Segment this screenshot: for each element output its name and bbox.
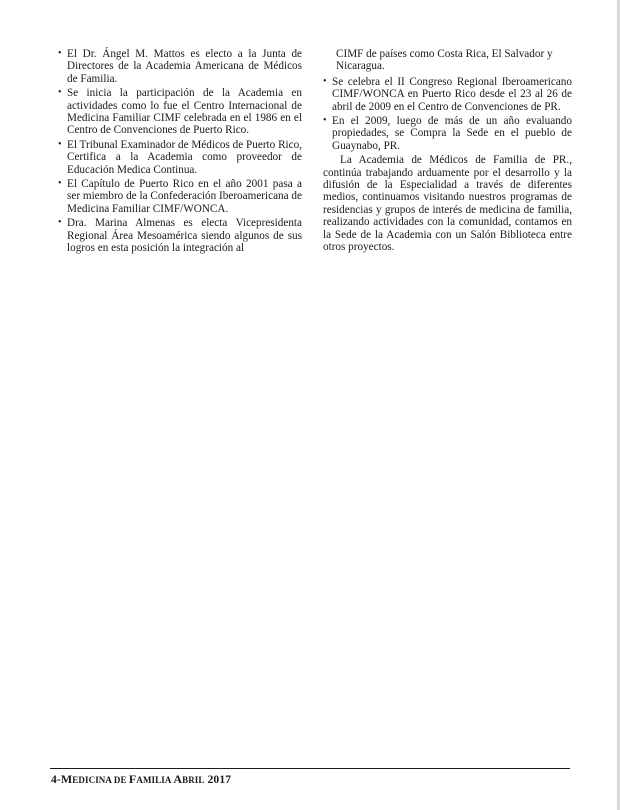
publication-text: EDICINA DE — [72, 775, 129, 785]
list-item: • El Tribunal Examinador de Médicos de Puerto Rico, Certifica a la Academia como proveedor de Educación Medica Continua. — [58, 139, 302, 176]
page-number: 4- — [51, 773, 61, 786]
left-column — [58, 48, 302, 257]
issue-year: 2017 — [204, 773, 232, 786]
list-item: • El Dr. Ángel M. Mattos es electo a la Junta de Directores de la Academia Americana de Médicos de Familia. — [58, 48, 302, 85]
list-item: • En el 2009, luego de más de un año evaluando propiedades, se Compra la Sede en el pueblo de Guaynabo, PR. — [323, 115, 572, 152]
left-bullet-list — [58, 48, 302, 255]
right-column — [323, 48, 572, 254]
right-bullet-list — [323, 76, 572, 152]
list-item-continuation: CIMF de países como Costa Rica, El Salvador y Nicaragua. — [336, 48, 553, 73]
list-item: • Se celebra el II Congreso Regional Iberoamericano CIMF/WONCA en Puerto Rico desde el 23 al 26 de abril de 2009 en el Centro de Convenciones de PR. — [323, 76, 572, 113]
closing-paragraph: La Academia de Médicos de Familia de PR., continúa trabajando arduamente por el desarrollo y la difusión de la Especialidad a través de diferentes medios, continuamos visitando nuestros programas de residencias y grupos de interés de medicina de familia, realizando actividades con la comunidad, contamos en la Sede de la Academia con un Salón Biblioteca entre otros proyectos. — [323, 154, 572, 254]
month-text: BRIL — [182, 775, 205, 785]
publication-text: AMILIA — [136, 775, 174, 785]
month-initial: A — [173, 772, 183, 786]
page-footer — [51, 772, 231, 787]
list-item: • El Capítulo de Puerto Rico en el año 2001 pasa a ser miembro de la Confederación Iberoamericana de Medicina Familiar CIMF/WONCA. — [58, 178, 302, 215]
list-item: • Dra. Marina Almenas es electa Vicepresidenta Regional Área Mesoamérica siendo algunos de sus logros en esta posición la integración al — [58, 217, 302, 254]
publication-initial: M — [60, 772, 73, 786]
publication-initial: F — [128, 772, 137, 786]
list-item: • Se inicia la participación de la Academia en actividades como lo fue el Centro Internacional de Medicina Familiar CIMF celebrada en el 1986 en el Centro de Convenciones de Puerto Rico. — [58, 87, 302, 137]
footer-rule — [50, 768, 570, 769]
